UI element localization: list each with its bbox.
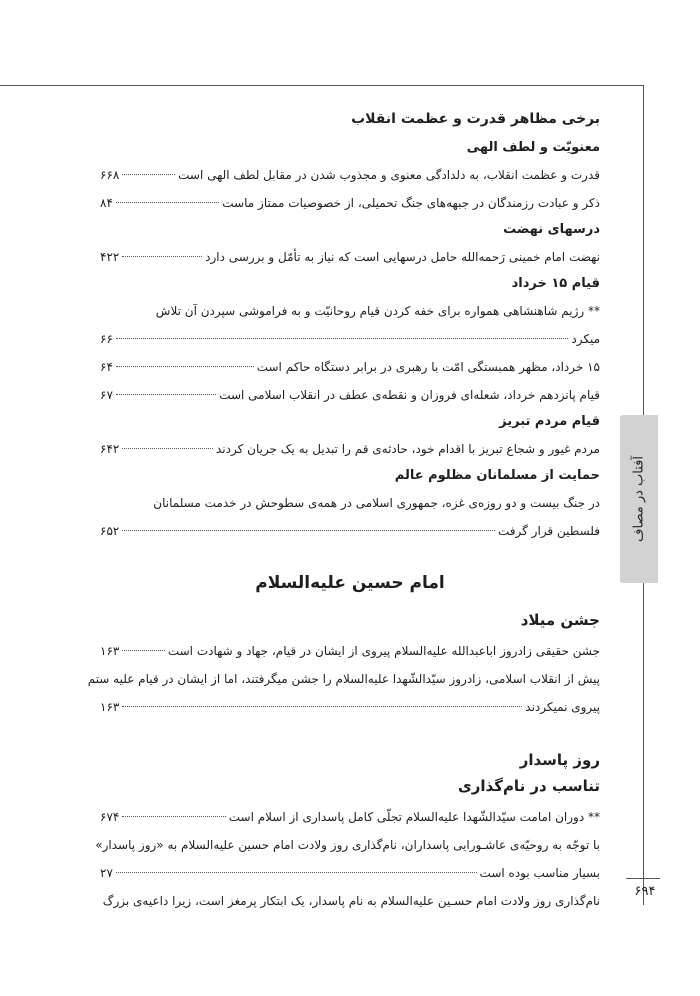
entry-text: پیش از انقلاب اسلامی، زادروز سیّدالشّهدا علیه‌السلام را جشن میگرفتند، اما از ایشان در قیام علیه ستم [87,672,600,686]
page-number: ۶۹۴ [634,884,656,899]
index-entry [100,639,600,664]
entry-page: ۶۴۲ [100,442,120,456]
side-tab [620,415,658,583]
entry-text: ** رژیم شاهنشاهی همواره برای خفه کردن قیام روحانیّت و به فراموشی سپردن آن تلاش [155,304,600,318]
entry-continuation: پیروی نمیکردند [525,700,600,714]
entry-text: ** دوران امامت سیّدالشّهدا علیه‌السلام تجلّی کامل پاسداری از اسلام است [228,810,600,824]
subheading: قیام مردم تبریز [499,414,600,429]
entry-continuation: فلسطین قرار گرفت [498,524,600,538]
section-title: برخی مظاهر قدرت و عظمت انقلاب [351,111,600,127]
dot-leader [116,872,477,873]
dot-leader [122,706,522,707]
index-entry [100,245,600,270]
index-entry [100,805,600,830]
dot-leader [116,394,216,395]
entry-page: ۸۴ [100,196,113,210]
dot-leader [122,650,164,651]
entry-page: ۱۶۳ [100,700,120,714]
entry-text: نام‌گذاری روز ولادت امام حسـین علیه‌السلام به نام پاسدار، یک ابتکار پرمغز است، زیرا داعیه‌ی بزرگ [102,894,600,908]
entry-page: ۶۷ [100,388,113,402]
page-number-rule [626,878,660,879]
dot-leader [116,202,219,203]
subheading: معنویّت و لطف الهی [466,140,600,155]
entry-page: ۶۵۲ [100,524,120,538]
entry-page: ۶۶۸ [100,168,120,182]
entry-page: ۲۷ [100,866,113,880]
index-entry [100,695,600,720]
dot-leader [122,174,175,175]
section-heading: جشن میلاد [520,611,600,629]
dot-leader [122,530,495,531]
entry-text: در جنگ بیست و دو روزه‌ی غزه، جمهوری اسلامی در همه‌ی سطوحش در خدمت مسلمانان [153,496,600,510]
entry-text: با توجّه به روحیّه‌ی عاشـورایی پاسداران، نام‌گذاری روز ولادت امام حسین علیه‌السلام به «روز پاسدار» [95,838,600,852]
entry-page: ۶۶ [100,332,113,346]
dot-leader [122,256,202,257]
subheading: حمایت از مسلمانان مظلوم عالم [394,468,600,483]
top-rule [0,85,643,86]
subheading: قیام ۱۵ خرداد [511,276,600,291]
index-entry [100,163,600,188]
dot-leader [116,366,254,367]
entry-text: قیام پانزدهم خرداد، شعله‌ای فروزان و نقطه‌ی عطف در انقلاب اسلامی است [219,388,600,402]
index-entry [100,519,600,544]
index-entry [100,437,600,462]
entry-text: مردم غیور و شجاع تبریز با اقدام خود، حادثه‌ی قم را تبدیل به یک جریان کردند [216,442,600,456]
dot-leader [122,816,225,817]
section-heading: تناسب در نام‌گذاری [458,777,600,795]
side-tab-label: آفتاب در مصاف [631,456,647,542]
index-content [87,108,600,917]
index-entry [100,191,600,216]
entry-continuation: بسیار مناسب بوده است [479,866,600,880]
entry-continuation: میکرد [571,332,600,346]
index-entry [100,383,600,408]
entry-page: ۶۴ [100,360,113,374]
entry-page: ۶۷۴ [100,810,120,824]
entry-text: ذکر و عبادت رزمندگان در جبهه‌های جنگ تحمیلی، از خصوصیات ممتاز ماست [222,196,600,210]
entry-text: جشن حقیقی زادروز اباعبدالله علیه‌السلام پیروی از ایشان در قیام، جهاد و شهادت است [167,644,600,658]
entry-page: ۴۲۲ [100,250,120,264]
entry-text: قدرت و عظمت انقلاب، به دلدادگی معنوی و مجذوب شدن در مقابل لطف الهی است [178,168,600,182]
chapter-title: امام حسین علیه‌السلام [255,573,445,593]
index-entry [100,861,600,886]
entry-text: نهضت امام خمینی رَحمه‌الله حامل درسهایی است که نیاز به تأمّل و بررسی دارد [205,250,600,264]
entry-page: ۱۶۳ [100,644,120,658]
index-entry [100,327,600,352]
index-entry [100,355,600,380]
section-title: روز پاسدار [519,751,600,769]
dot-leader [116,338,568,339]
dot-leader [122,448,213,449]
subheading: درسهای نهضت [503,222,600,237]
entry-text: ۱۵ خرداد، مظهر همبستگی امّت با رهبری در برابر دستگاه حاکم است [256,360,600,374]
